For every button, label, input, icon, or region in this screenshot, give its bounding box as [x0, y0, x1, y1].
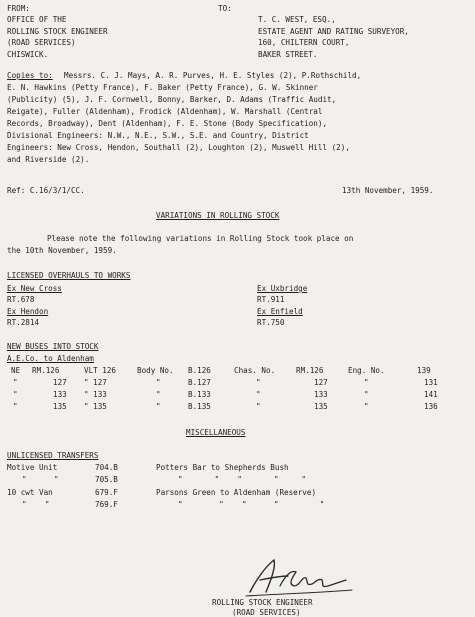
copies-line: E. N. Hawkins (Petty France), F. Baker (Petty France), G. W. Skinner: [7, 83, 318, 92]
to-line: 160, CHILTERN COURT,: [258, 38, 350, 47]
overhaul-vehicle: RT.678: [7, 295, 35, 304]
table-cell: ": [256, 402, 261, 411]
copies-line: (Publicity) (5), J. F. Cornwell, Bonny, Barker, D. Adams (Traffic Audit,: [7, 95, 337, 104]
table-cell: ": [256, 390, 261, 399]
transfer-cell: Parsons Green to Aldenham (Reserve): [156, 488, 317, 497]
reference: Ref: C.16/3/1/CC.: [7, 186, 85, 195]
table-cell: 127: [53, 378, 67, 387]
table-cell: ": [13, 378, 18, 387]
table-cell: RM.126: [32, 366, 60, 375]
table-cell: B.133: [188, 390, 211, 399]
overhaul-vehicle: RT.2814: [7, 318, 40, 327]
transfer-cell: " " " " ": [178, 500, 325, 509]
intro-line: Please note the following variations in Rolling Stock took place on: [47, 234, 354, 243]
from-line: CHISWICK.: [7, 50, 49, 59]
copies-line: Engineers: New Cross, Hendon, Southall (2), Loughton (2), Muswell Hill (2),: [7, 143, 350, 152]
to-label: TO:: [218, 4, 232, 13]
transfer-cell: 705.B: [95, 475, 118, 484]
table-cell: ": [156, 378, 161, 387]
table-cell: 135: [314, 402, 328, 411]
transfer-cell: " ": [22, 500, 50, 509]
table-cell: ": [364, 390, 369, 399]
transfer-cell: Motive Unit: [7, 463, 58, 472]
table-cell: VLT 126: [84, 366, 117, 375]
copies-line: Messrs. C. J. Mays, A. R. Purves, H. E. Styles (2), P.Rothschild,: [64, 71, 362, 80]
table-cell: ": [364, 402, 369, 411]
table-cell: 127: [314, 378, 328, 387]
to-line: BAKER STREET.: [258, 50, 318, 59]
table-cell: 135: [53, 402, 67, 411]
table-cell: ": [156, 402, 161, 411]
transfer-cell: 704.B: [95, 463, 118, 472]
table-cell: 133: [53, 390, 67, 399]
transfer-cell: Potters Bar to Shepherds Bush: [156, 463, 289, 472]
from-label: FROM:: [7, 4, 30, 13]
document-heading: VARIATIONS IN ROLLING STOCK: [156, 211, 280, 220]
transfers-heading: UNLICENSED TRANSFERS: [7, 451, 99, 460]
table-cell: 141: [424, 390, 438, 399]
overhaul-vehicle: RT.911: [257, 295, 285, 304]
table-cell: ": [13, 390, 18, 399]
copies-line: Reigate), Fuller (Aldenham), Frodick (Aldenham), W. Marshall (Central: [7, 107, 323, 116]
new-buses-heading: NEW BUSES INTO STOCK: [7, 342, 99, 351]
table-cell: B.135: [188, 402, 211, 411]
copies-line: and Riverside (2).: [7, 155, 90, 164]
table-cell: ": [13, 402, 18, 411]
transfer-cell: " " " " ": [178, 475, 307, 484]
new-buses-subheading: A.E.Co. to Aldenham: [7, 354, 94, 363]
to-line: ESTATE AGENT AND RATING SURVEYOR,: [258, 27, 409, 36]
from-line: ROLLING STOCK ENGINEER: [7, 27, 108, 36]
overhauls-heading: LICENSED OVERHAULS TO WORKS: [7, 271, 131, 280]
memo-date: 13th November, 1959.: [342, 186, 434, 195]
table-cell: ": [156, 390, 161, 399]
table-cell: NE: [11, 366, 21, 375]
overhaul-place: Ex Hendon: [7, 307, 49, 316]
signoff-subtitle: (ROAD SERVICES): [232, 608, 301, 617]
table-cell: 136: [424, 402, 438, 411]
table-cell: 131: [424, 378, 438, 387]
table-cell: " 127: [84, 378, 107, 387]
overhaul-place: Ex Enfield: [257, 307, 303, 316]
overhaul-place: Ex Uxbridge: [257, 284, 308, 293]
table-cell: Body No.: [137, 366, 174, 375]
table-cell: B.127: [188, 378, 211, 387]
miscellaneous-heading: MISCELLANEOUS: [186, 428, 246, 437]
overhaul-place: Ex New Cross: [7, 284, 62, 293]
transfer-cell: " ": [22, 475, 59, 484]
table-cell: ": [256, 378, 261, 387]
from-line: (ROAD SERVICES): [7, 38, 76, 47]
table-cell: RM.126: [296, 366, 324, 375]
table-cell: B.126: [188, 366, 211, 375]
overhaul-vehicle: RT.750: [257, 318, 285, 327]
table-cell: " 133: [84, 390, 107, 399]
copies-line: Records, Broadway), Dent (Aldenham), F. E. Stone (Body Specification),: [7, 119, 328, 128]
transfer-cell: 679.F: [95, 488, 118, 497]
intro-line: the 10th November, 1959.: [7, 246, 117, 255]
signoff-title: ROLLING STOCK ENGINEER: [212, 598, 313, 607]
to-line: T. C. WEST, ESQ.,: [258, 15, 336, 24]
transfer-cell: 769.F: [95, 500, 118, 509]
from-line: OFFICE OF THE: [7, 15, 67, 24]
table-cell: Chas. No.: [234, 366, 276, 375]
copies-label: Copies to:: [7, 71, 53, 80]
table-cell: 133: [314, 390, 328, 399]
transfer-cell: 10 cwt Van: [7, 488, 53, 497]
table-cell: ": [364, 378, 369, 387]
table-cell: Eng. No.: [348, 366, 385, 375]
handwritten-signature: [236, 556, 356, 600]
table-cell: 139: [417, 366, 431, 375]
table-cell: " 135: [84, 402, 107, 411]
copies-line: Divisional Engineers: N.W., N.E., S.W., S.E. and Country, District: [7, 131, 309, 140]
